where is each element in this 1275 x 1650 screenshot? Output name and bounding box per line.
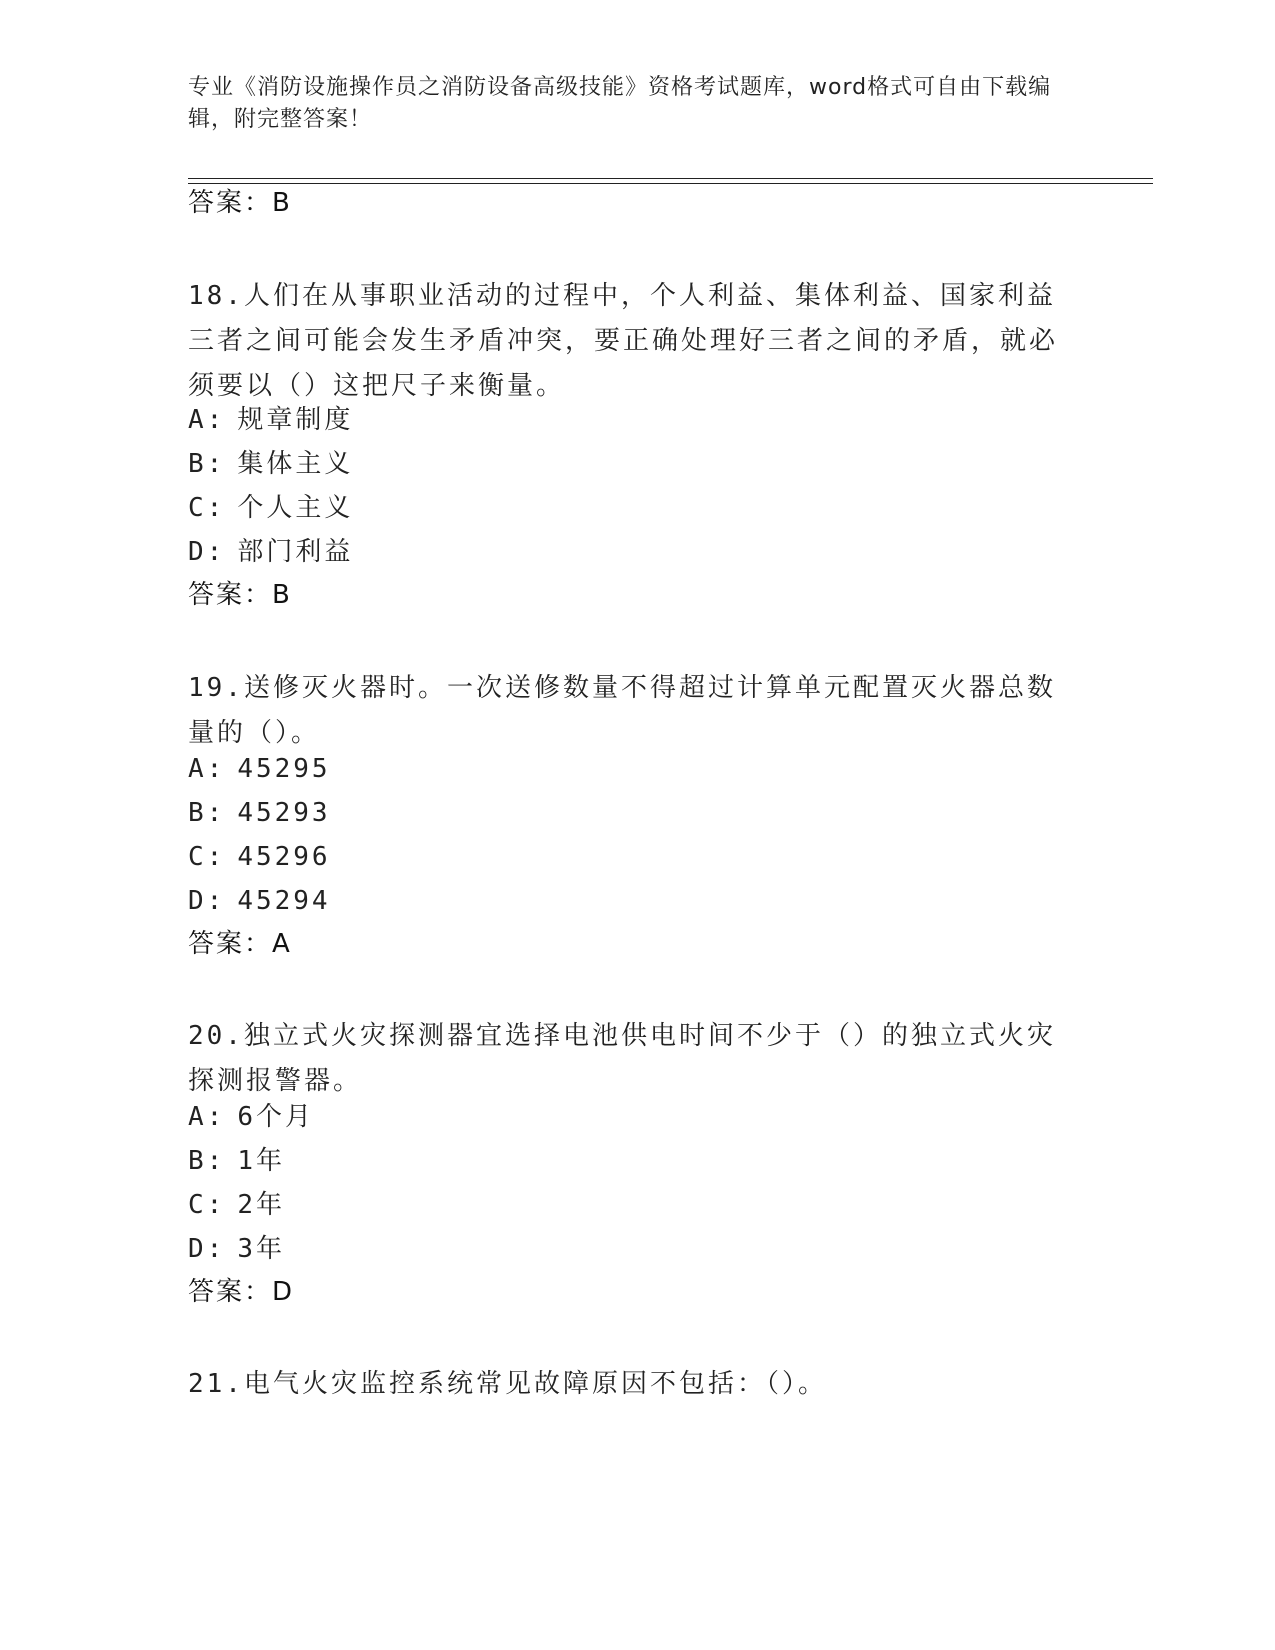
answer-line [188,1275,292,1309]
option-key: A: [188,405,226,435]
option-key: C: [188,1190,226,1220]
option-text: 集体主义 [237,449,354,479]
question-19 [188,666,1078,756]
question-text: 独立式火灾探测器宜选择电池供电时间不少于（）的独立式火灾探测报警器。 [188,1021,1056,1096]
answer-line [188,578,290,612]
question-number: 18. [188,281,244,311]
question-20 [188,1014,1078,1104]
header-rule-top [188,178,1153,179]
option-key: D: [188,886,226,916]
option-text: 个人主义 [237,493,354,523]
option-key: C: [188,842,226,872]
option-text: 45293 [237,798,331,828]
option-key: D: [188,537,226,567]
option-key: B: [188,449,226,479]
question-text: 送修灭火器时。一次送修数量不得超过计算单元配置灭火器总数量的（）。 [188,673,1056,748]
option-text: 2年 [237,1190,285,1220]
question-text: 人们在从事职业活动的过程中，个人利益、集体利益、国家利益三者之间可能会发生矛盾冲突，要正确处理好三者之间的矛盾，就必须要以（）这把尺子来衡量。 [188,281,1059,401]
option-c [188,1188,285,1222]
option-key: A: [188,754,226,784]
option-key: C: [188,493,226,523]
question-text: 电气火灾监控系统常见故障原因不包括：（）。 [243,1369,827,1399]
answer-value: D [272,1277,293,1307]
option-text: 6个月 [237,1102,314,1132]
answer-label: 答案： [188,929,273,959]
option-d [188,535,353,569]
option-text: 3年 [237,1234,285,1264]
answer-value: A [272,929,290,959]
option-key: B: [188,798,226,828]
option-text: 1年 [237,1146,285,1176]
header-rule-bottom [188,183,1153,184]
option-d [188,884,331,918]
answer-label: 答案： [188,188,273,218]
option-text: 45294 [237,886,331,916]
question-18 [188,274,1078,409]
option-text: 规章制度 [237,405,354,435]
option-b [188,447,353,481]
option-a [188,1100,314,1134]
option-b [188,1144,285,1178]
option-text: 部门利益 [237,537,354,567]
answer-label: 答案： [188,580,273,610]
option-b [188,796,331,830]
question-21 [188,1362,1078,1407]
option-text: 45296 [237,842,331,872]
option-key: D: [188,1234,226,1264]
option-a [188,752,331,786]
answer-line [188,927,290,961]
document-header: 专业《消防设施操作员之消防设备高级技能》资格考试题库，word格式可自由下载编辑，附完整答案！ [188,75,1052,132]
answer-label: 答案： [188,1277,273,1307]
question-number: 21. [188,1369,244,1399]
option-d [188,1232,285,1266]
option-key: A: [188,1102,226,1132]
option-a [188,403,353,437]
option-key: B: [188,1146,226,1176]
answer-value: B [272,188,290,218]
option-c [188,491,353,525]
question-number: 20. [188,1021,244,1051]
answer-line [188,186,290,220]
question-number: 19. [188,673,244,703]
option-c [188,840,331,874]
answer-value: B [272,580,290,610]
option-text: 45295 [237,754,331,784]
